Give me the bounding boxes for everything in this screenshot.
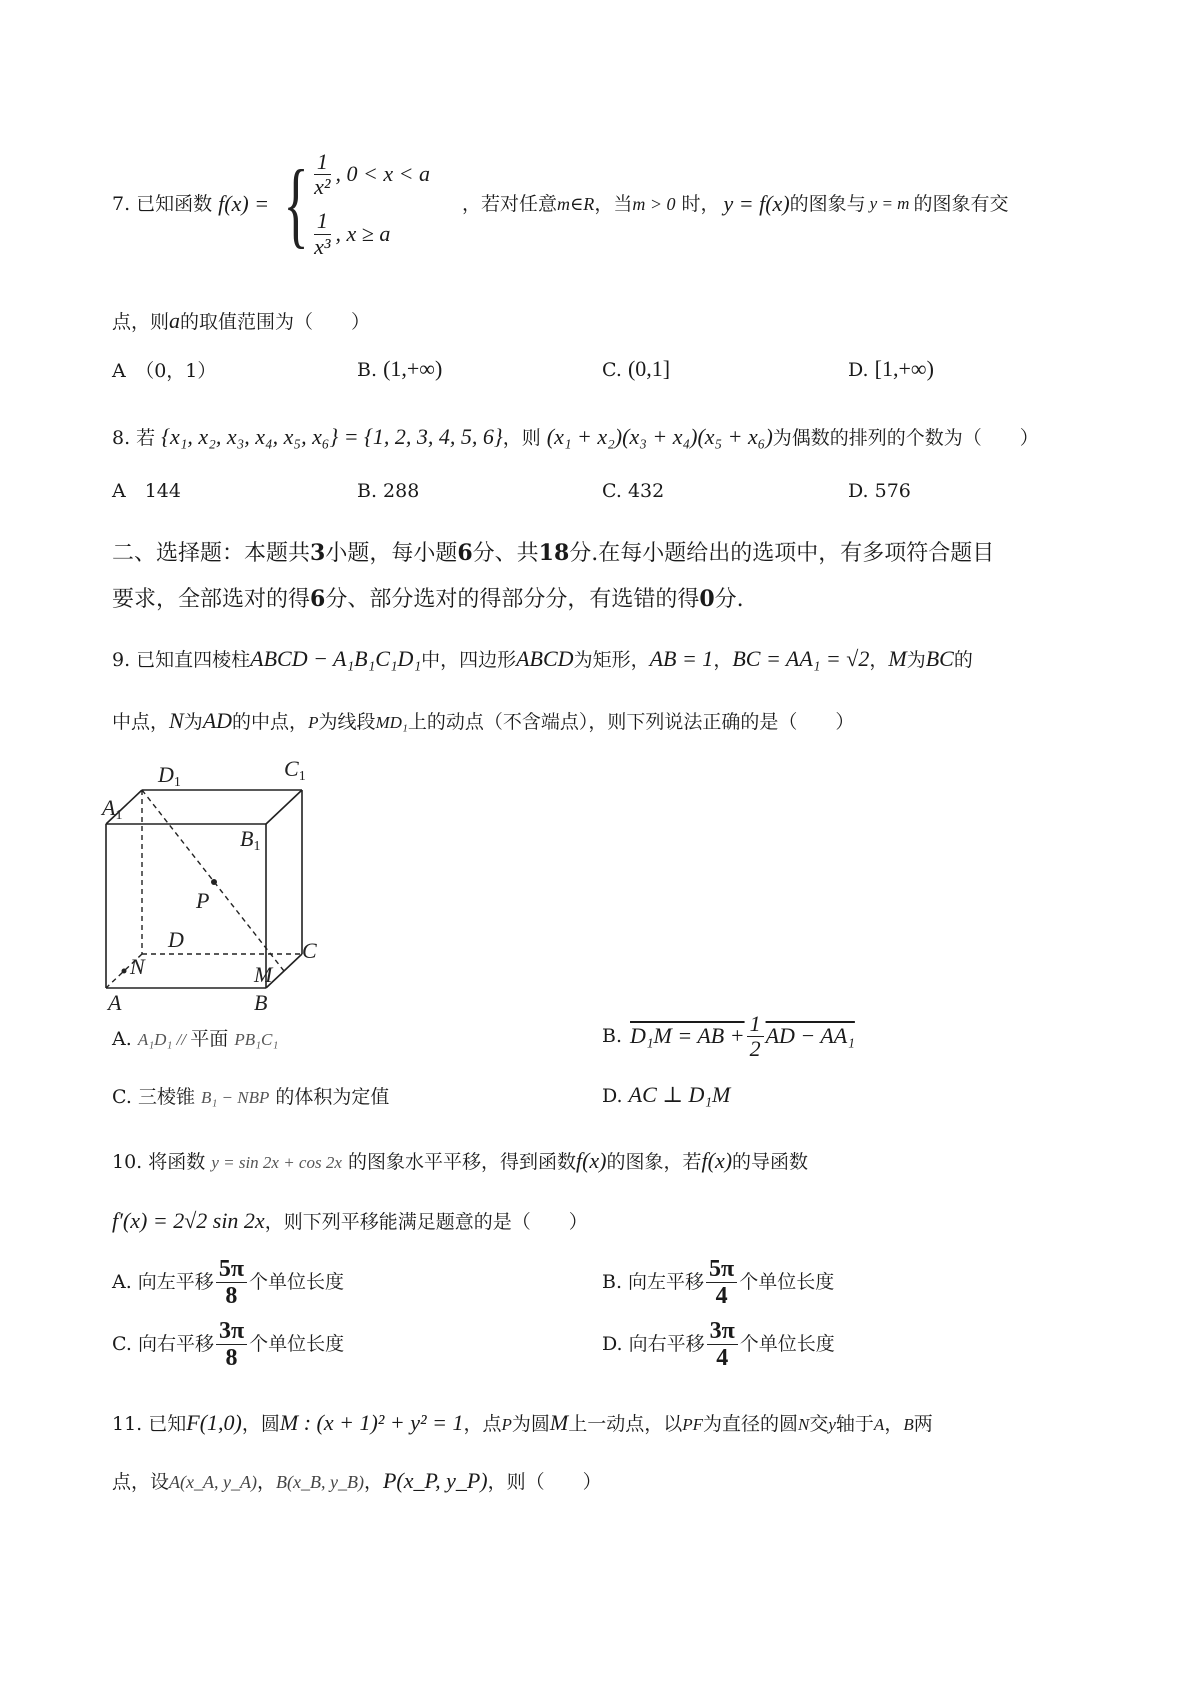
section-2-heading-line1: 二、选择题：本题共3小题，每小题6分、共18分.在每小题给出的选项中，有多项符合题目 (112, 540, 995, 566)
section-2-heading-line2: 要求，全部选对的得6分、部分选对的得部分分，有选错的得0分. (112, 586, 744, 612)
q10-option-b[interactable]: B. 向左平移 $\frac{5\pi}{4}$ 个单位长度 (602, 1256, 835, 1310)
q9-option-b[interactable]: B. D₁M = AB + $\frac{1}{2}$ AD − AA₁ (602, 1011, 855, 1062)
label-c1: C1 (284, 756, 306, 784)
q7-line2: 点，则a的取值范围为（ ） (112, 308, 371, 333)
label-c: C (302, 938, 317, 963)
q9-line2: 中点，N为AD的中点，P为线段MD₁上的动点（不含端点），则下列说法正确的是（ ） (112, 708, 855, 733)
edge-c1b1 (266, 790, 302, 824)
label-n: N (130, 954, 145, 979)
q8-option-b[interactable]: B. 288 (357, 480, 420, 502)
q8-option-d[interactable]: D. 576 (848, 480, 911, 502)
q8-line: 8. 若 {x₁, x₂, x₃, x₄, x₅, x₆} = {1, 2, 3, 4, 5, 6}，则 (x₁ + x₂)(x₃ + x₄)(x₅ + x₆)为偶数的排列的个数为（ ） (112, 424, 1039, 449)
q10-option-c[interactable]: C. 向右平移 $\frac{3\pi}{8}$ 个单位长度 (112, 1318, 345, 1372)
label-b1: B1 (240, 826, 261, 854)
q8-option-c[interactable]: C. 432 (602, 480, 665, 502)
point-n (122, 969, 127, 974)
label-a: A (108, 990, 122, 1015)
q7-option-d[interactable]: D. [1,+∞) (848, 356, 934, 381)
label-a1: A1 (102, 795, 123, 823)
q10-option-d[interactable]: D. 向右平移 $\frac{3\pi}{4}$ 个单位长度 (602, 1318, 835, 1372)
q8-option-a[interactable]: A 144 (112, 480, 181, 502)
q7-option-b[interactable]: B. (1,+∞) (357, 356, 443, 381)
label-p: P (196, 888, 210, 913)
q9-option-c[interactable]: C. 三棱锥 B₁ − NBP 的体积为定值 (112, 1086, 390, 1108)
q7-f-lhs: f(x) = (218, 191, 270, 217)
q7-case-2: $\frac{1}{\text{x³}}$ , x ≥ a (314, 208, 391, 259)
q11-line2: 点，设A(x_A, y_A)，B(x_B, y_B)，P(x_P, y_P)，则（ ） (112, 1468, 602, 1493)
label-m: M (254, 962, 273, 987)
q10-line1: 10. 将函数 y = sin 2x + cos 2x 的图象水平平移，得到函数f(x)的图象，若f(x)的导函数 (112, 1148, 809, 1173)
q7-option-c[interactable]: C. (0,1] (602, 356, 671, 381)
q9-option-a[interactable]: A. A₁D₁ // 平面 PB₁C₁ (112, 1028, 279, 1050)
point-p (211, 879, 217, 885)
q7-prefix: 7. 已知函数 (112, 192, 213, 215)
q9-option-d[interactable]: D. AC ⊥ D₁M (602, 1082, 731, 1107)
label-b: B (254, 990, 268, 1015)
label-d: D (168, 927, 184, 952)
q7-line1: 7. 已知函数 f(x) = { $\frac{1}{\text{x²}}$ , 0 < x < a $\frac{1}{\text{x³}}$ , x ≥ a ，若对任意 m∈R ，当 m > 0 时， y = f(x) 的图象与 y = m 的图象有交 (112, 149, 1009, 259)
q7-option-a[interactable]: A （0，1） (112, 360, 217, 382)
q11-line1: 11. 已知F(1,0)，圆M : (x + 1)² + y² = 1，点P为圆M上一动点，以PF为直径的圆N交y轴于A，B两 (112, 1410, 933, 1435)
q10-line2: f′(x) = 2√2 sin 2x，则下列平移能满足题意的是（ ） (112, 1208, 588, 1233)
label-d1: D1 (158, 762, 181, 790)
q7-case-1: $\frac{1}{\text{x²}}$ , 0 < x < a (314, 149, 430, 200)
q7-piecewise: { $\frac{1}{\text{x²}}$ , 0 < x < a $\frac{1}{\text{x³}}$ , x ≥ a (283, 149, 430, 259)
prism-figure (102, 756, 348, 1015)
q10-option-a[interactable]: A. 向左平移 $\frac{5\pi}{8}$ 个单位长度 (112, 1256, 344, 1310)
q9-line1: 9. 已知直四棱柱ABCD − A₁B₁C₁D₁中，四边形ABCD为矩形，AB = 1，BC = AA₁ = √2，M为BC的 (112, 646, 973, 671)
